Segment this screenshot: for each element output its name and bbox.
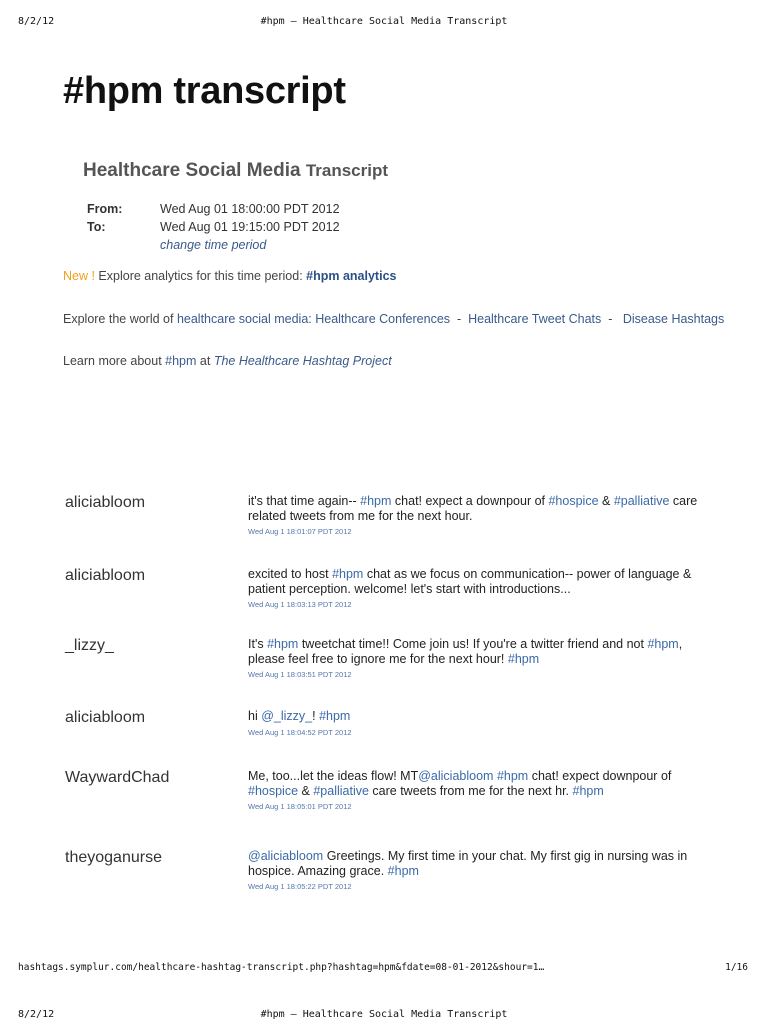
print-header xyxy=(0,1009,768,1023)
tweet-body xyxy=(248,849,718,895)
print-title: #hpm – Healthcare Social Media Transcript xyxy=(260,1009,508,1020)
mention-link[interactable]: @aliciabloom xyxy=(248,849,324,863)
healthcare-conferences-link[interactable]: healthcare social media: Healthcare Conferences xyxy=(176,312,451,326)
to-label: To: xyxy=(87,220,106,234)
tweet-text: Greetings. My first time in your chat. My first gig in nursing was in hospice. Amazing grace. xyxy=(248,849,688,878)
print-header xyxy=(0,16,768,30)
tweet-username[interactable]: WaywardChad xyxy=(65,769,170,786)
hashtag-link[interactable]: #hospice xyxy=(548,494,599,508)
tweet-body xyxy=(248,709,718,740)
transcript-subtitle xyxy=(83,160,388,182)
tweet-text: & xyxy=(298,783,314,798)
hashtag-link[interactable]: #hpm xyxy=(360,494,392,508)
tweet-text: It's xyxy=(248,637,268,651)
hpm-analytics-link[interactable]: #hpm analytics xyxy=(306,269,397,283)
tweet-text: , please feel free to ignore me for the next hour! xyxy=(248,637,683,666)
from-label: From: xyxy=(87,202,123,216)
tweet-text: chat as we focus on communication-- power of language & patient perception. welcome! let's start with introductions... xyxy=(248,567,692,596)
disease-hashtags-link[interactable]: Disease Hashtags xyxy=(622,312,725,326)
hashtag-link[interactable]: #hpm xyxy=(496,769,529,783)
mention-link[interactable]: @_lizzy_ xyxy=(261,709,313,723)
tweet-text: chat! expect downpour of xyxy=(528,769,672,783)
hpm-hashtag-link[interactable]: #hpm xyxy=(165,354,197,368)
tweet-text: it's that time again-- xyxy=(248,494,361,508)
mention-link[interactable]: @aliciabloom xyxy=(418,769,494,783)
hashtag-link[interactable]: #hpm xyxy=(267,637,299,651)
tweet-text: chat! expect a downpour of xyxy=(391,494,549,508)
tweet-timestamp[interactable]: Wed Aug 1 18:03:13 PDT 2012 xyxy=(248,600,352,609)
subtitle-main: Healthcare Social Media xyxy=(83,160,301,181)
tweet-timestamp[interactable]: Wed Aug 1 18:05:22 PDT 2012 xyxy=(248,882,352,891)
tweet-text: excited to host xyxy=(248,567,333,581)
tweet-text: ! xyxy=(312,709,320,723)
tweet-body xyxy=(248,769,718,815)
tweet-body xyxy=(248,637,718,683)
tweet-username[interactable]: aliciabloom xyxy=(65,494,146,511)
hashtag-link[interactable]: #hospice xyxy=(248,783,299,798)
explore-line xyxy=(63,312,724,326)
learn-line xyxy=(63,354,392,368)
tweet-timestamp[interactable]: Wed Aug 1 18:01:07 PDT 2012 xyxy=(248,527,352,536)
page-title: #hpm transcript xyxy=(63,70,346,112)
tweet-text: Me, too...let the ideas flow! MT xyxy=(248,769,419,783)
explore-separator: - xyxy=(450,312,469,326)
to-value: Wed Aug 01 19:15:00 PDT 2012 xyxy=(160,220,340,234)
hashtag-link[interactable]: #palliative xyxy=(313,783,369,798)
explore-text: Explore the world of xyxy=(63,312,177,326)
hashtag-link[interactable]: #palliative xyxy=(613,494,670,508)
tweet-username[interactable]: aliciabloom xyxy=(65,709,146,726)
tweet-text: & xyxy=(598,494,614,508)
healthcare-hashtag-project-link[interactable]: The Healthcare Hashtag Project xyxy=(213,354,392,368)
hashtag-link[interactable]: #hpm xyxy=(507,651,540,666)
hashtag-link[interactable]: #hpm xyxy=(332,567,364,581)
from-value: Wed Aug 01 18:00:00 PDT 2012 xyxy=(160,202,340,216)
tweet-timestamp[interactable]: Wed Aug 1 18:04:52 PDT 2012 xyxy=(248,727,352,737)
tweet-body xyxy=(248,567,718,613)
explore-separator: - xyxy=(601,312,623,326)
print-date: 8/2/12 xyxy=(18,1009,55,1020)
footer-url: hashtags.symplur.com/healthcare-hashtag-transcript.php?hashtag=hpm&fdate=08-01-2012&shour=1… xyxy=(18,962,545,973)
print-date: 8/2/12 xyxy=(18,16,55,27)
tweet-text: care related tweets from me for the next hour. xyxy=(248,494,698,523)
print-title: #hpm – Healthcare Social Media Transcript xyxy=(260,16,508,27)
learn-text: Learn more about xyxy=(63,354,166,368)
tweet-text: tweetchat time!! Come join us! If you're a twitter friend and not xyxy=(298,637,648,651)
tweet-text: care tweets from me for the next hr. xyxy=(368,783,573,798)
healthcare-tweet-chats-link[interactable]: Healthcare Tweet Chats xyxy=(468,312,602,326)
tweet-username[interactable]: theyoganurse xyxy=(65,849,162,866)
learn-at: at xyxy=(196,354,214,368)
hashtag-link[interactable]: #hpm xyxy=(319,709,351,723)
tweet-timestamp[interactable]: Wed Aug 1 18:05:01 PDT 2012 xyxy=(248,802,352,811)
hashtag-link[interactable]: #hpm xyxy=(387,863,419,878)
tweet-username[interactable]: _lizzy_ xyxy=(65,637,114,654)
change-time-period-link[interactable]: change time period xyxy=(160,238,267,252)
footer-page: 1/16 xyxy=(725,962,748,973)
subtitle-suffix: Transcript xyxy=(305,161,389,180)
tweet-text: hi xyxy=(248,709,262,723)
hashtag-link[interactable]: #hpm xyxy=(572,783,604,798)
hashtag-link[interactable]: #hpm xyxy=(647,637,679,651)
new-badge: New ! xyxy=(63,269,95,283)
analytics-text: Explore analytics for this time period: xyxy=(94,269,307,283)
tweet-username[interactable]: aliciabloom xyxy=(65,567,146,584)
tweet-timestamp[interactable]: Wed Aug 1 18:03:51 PDT 2012 xyxy=(248,670,352,679)
tweet-body xyxy=(248,494,718,540)
analytics-line xyxy=(63,269,396,283)
